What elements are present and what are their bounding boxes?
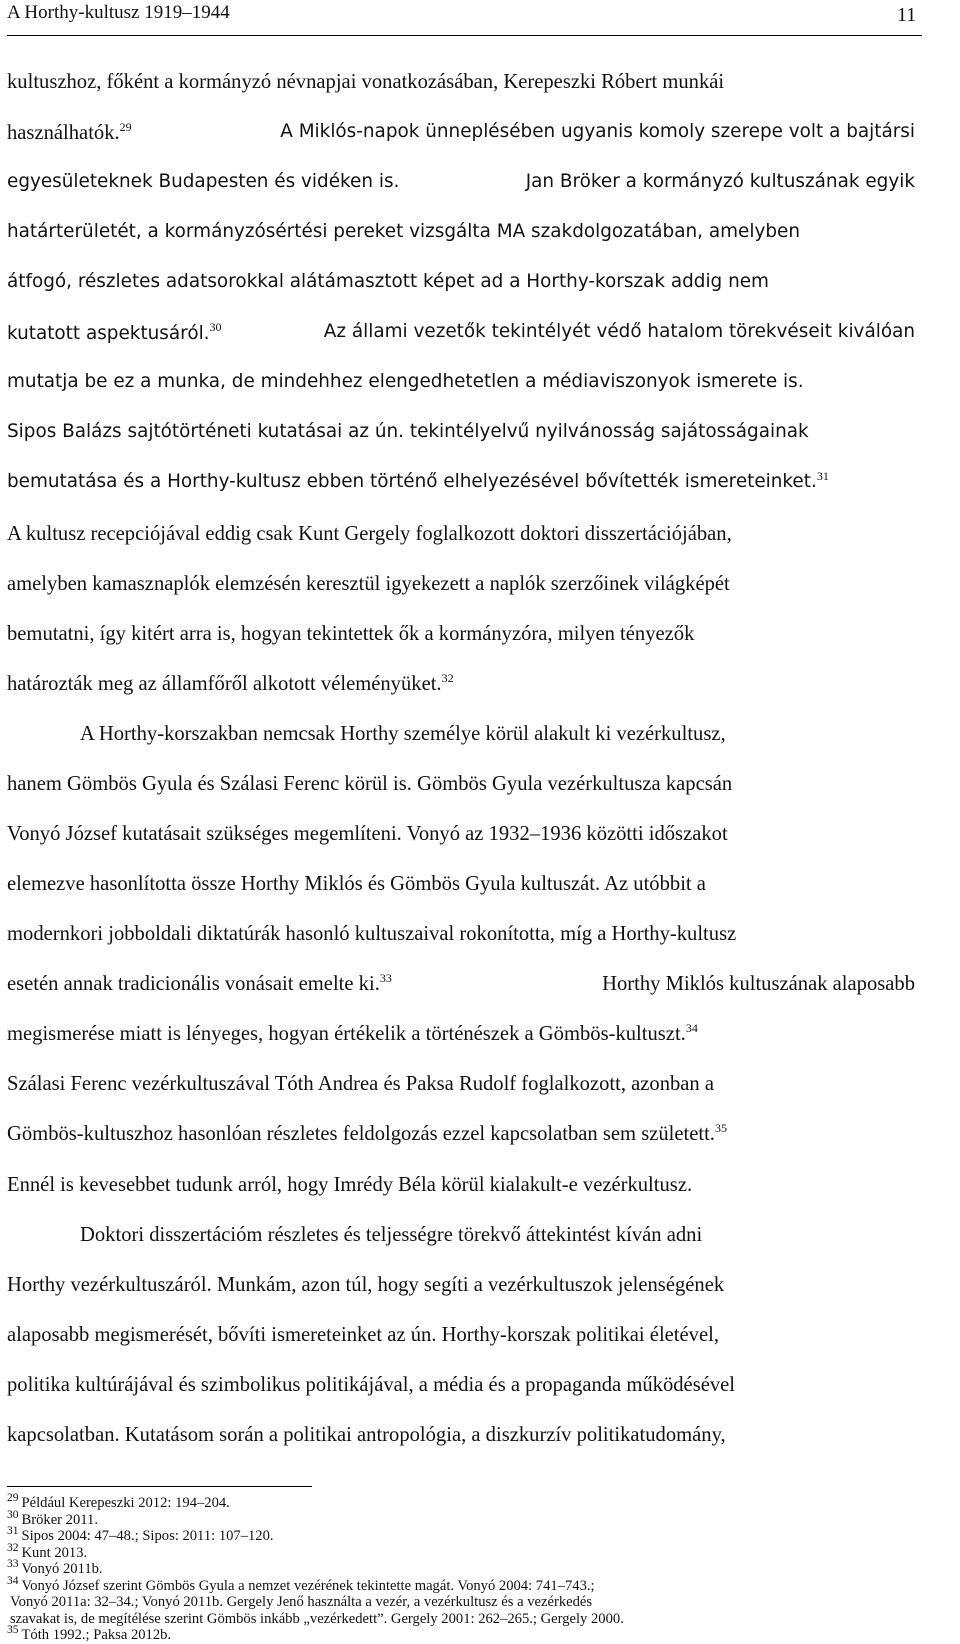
body-line: határozták meg az államfőről alkotott véleményüket.$^{32}$ bbox=[7, 671, 454, 695]
body-line: alaposabb megismerését, bővíti ismereteinket az ún. Horthy-korszak politikai életével, bbox=[7, 1324, 719, 1346]
body-line: Vonyó József kutatásait szükséges megemlíteni. Vonyó az 1932–1936 közötti időszakot bbox=[7, 823, 728, 845]
page-number: 11 bbox=[897, 4, 917, 26]
footnote-ref: 30 bbox=[209, 320, 222, 335]
body-line: kapcsolatban. Kutatásom során a politikai antropológia, a diszkurzív politikatudomány, bbox=[7, 1424, 726, 1446]
footnote-ref: 33 bbox=[379, 971, 392, 986]
body-line: Sipos Balázs sajtótörténeti kutatásai az ún. tekintélyelvű nyilvánosság sajátosságainak bbox=[7, 421, 809, 442]
body-line: modernkori jobboldali diktatúrák hasonló kultuszaival rokonította, míg a Horthy-kultusz bbox=[7, 923, 737, 945]
footnote: $^{32}$ Kunt 2013. bbox=[7, 1541, 88, 1561]
footnote-text: Tóth 1992.; Paksa 2012b. bbox=[21, 1627, 172, 1643]
footnote: $^{29}$ Például Kerepeszki 2012: 194–204. bbox=[7, 1492, 230, 1511]
paragraph-start-line: Doktori disszertációm részletes és teljességre törekvő áttekintést kíván adni bbox=[80, 1224, 703, 1246]
body-line: használhatók.$^{29}$ A Miklós-napok ünneplésében ugyanis komoly szerepe volt a bajtársi bbox=[7, 120, 915, 144]
body-line: esetén annak tradicionális vonásait emelte ki.$^{33}$ Horthy Miklós kultuszának alaposabb bbox=[7, 971, 915, 995]
body-line: A kultusz recepciójával eddig csak Kunt Gergely foglalkozott doktori disszertációjában, bbox=[7, 523, 732, 545]
body-line: Ennél is kevesebbet tudunk arról, hogy Imrédy Béla körül kialakult-e vezérkultusz. bbox=[7, 1174, 693, 1196]
running-header bbox=[0, 0, 960, 38]
footnote-text: Vonyó 2011a: 32–34.; Vonyó 2011b. Gergely Jenő használta a vezér, a vezérkultusz és a vezérkedés bbox=[10, 1594, 593, 1610]
body-line: bemutatása és a Horthy-kultusz ebben történő elhelyezésével bővítették ismereteinket.$^{31}$ bbox=[7, 468, 829, 492]
footnote-ref: 34 bbox=[685, 1021, 698, 1036]
body-line: Horthy vezérkultuszáról. Munkám, azon túl, hogy segíti a vezérkultuszok jelenségének bbox=[7, 1274, 725, 1296]
body-line: elemezve hasonlította össze Horthy Miklós és Gömbös Gyula kultuszát. Az utóbbit a bbox=[7, 873, 706, 895]
footnote-ref: 35 bbox=[714, 1121, 727, 1136]
footnote-text: Vonyó József szerint Gömbös Gyula a nemzet vezérének tekintette magát. Vonyó 2004: 741–743.; bbox=[21, 1577, 595, 1594]
footnote bbox=[7, 1612, 915, 1627]
body-line: mutatja be ez a munka, de mindehhez elengedhetetlen a médiaviszonyok ismerete is. bbox=[7, 371, 804, 392]
footnote-text: szavakat is, de megítélése szerint Gömbös inkább „vezérkedett”. Gergely 2001: 262–265.; Gergely 2000. bbox=[10, 1610, 624, 1627]
paragraph-start-line: A Horthy-korszakban nemcsak Horthy személye körül alakult ki vezérkultusz, bbox=[80, 723, 726, 745]
body-line: bemutatni, így kitért arra is, hogyan tekintettek ők a kormányzóra, milyen tényezők bbox=[7, 623, 695, 645]
footnote-number: 34 bbox=[7, 1574, 19, 1587]
footnote bbox=[7, 1624, 915, 1643]
running-title: A Horthy-kultusz 1919–1944 bbox=[7, 2, 230, 23]
footnote bbox=[7, 1595, 915, 1610]
body-line: Szálasi Ferenc vezérkultuszával Tóth Andrea és Paksa Rudolf foglalkozott, azonban a bbox=[7, 1073, 715, 1095]
footnote-ref: 29 bbox=[119, 120, 132, 135]
body-line: Gömbös-kultuszhoz hasonlóan részletes feldolgozás ezzel kapcsolatban sem született.$^{35}$ bbox=[7, 1121, 727, 1145]
footnote-number: 35 bbox=[7, 1624, 19, 1637]
footnote: $^{30}$ Bröker 2011. bbox=[7, 1508, 98, 1528]
body-line: határterületét, a kormányzósértési pereket vizsgálta MA szakdolgozatában, amelyben bbox=[7, 221, 800, 242]
footnote-separator bbox=[7, 1486, 312, 1487]
body-line: politika kultúrájával és szimbolikus politikájával, a média és a propaganda működésével bbox=[7, 1374, 736, 1396]
footnote bbox=[7, 1574, 915, 1594]
footnote-ref: 31 bbox=[816, 468, 829, 483]
body-line: kultuszhoz, főként a kormányzó névnapjai vonatkozásában, Kerepeszki Róbert munkái bbox=[7, 71, 725, 93]
body-line: amelyben kamasznaplók elemzésén keresztül igyekezett a naplók szerzőinek világképét bbox=[7, 573, 730, 595]
body-line: egyesületeknek Budapesten és vidéken is. Jan Bröker a kormányzó kultuszának egyik bbox=[7, 171, 915, 192]
footnote-ref: 32 bbox=[441, 671, 454, 686]
footnote: $^{31}$ Sipos 2004: 47–48.; Sipos: 2011: 107–120. bbox=[7, 1525, 274, 1544]
header-rule bbox=[7, 35, 922, 36]
body-line: megismerése miatt is lényeges, hogyan értékelik a történészek a Gömbös-kultuszt.$^{34}$ bbox=[7, 1021, 698, 1045]
body-line: átfogó, részletes adatsorokkal alátámasztott képet ad a Horthy-korszak addig nem bbox=[7, 271, 769, 292]
body-line: hanem Gömbös Gyula és Szálasi Ferenc körül is. Gömbös Gyula vezérkultusza kapcsán bbox=[7, 773, 733, 795]
body-line: kutatott aspektusáról.$^{30}$ Az állami vezetők tekintélyét védő hatalom törekvéseit kiválóan bbox=[7, 320, 915, 344]
footnote: $^{33}$ Vonyó 2011b. bbox=[7, 1558, 103, 1577]
